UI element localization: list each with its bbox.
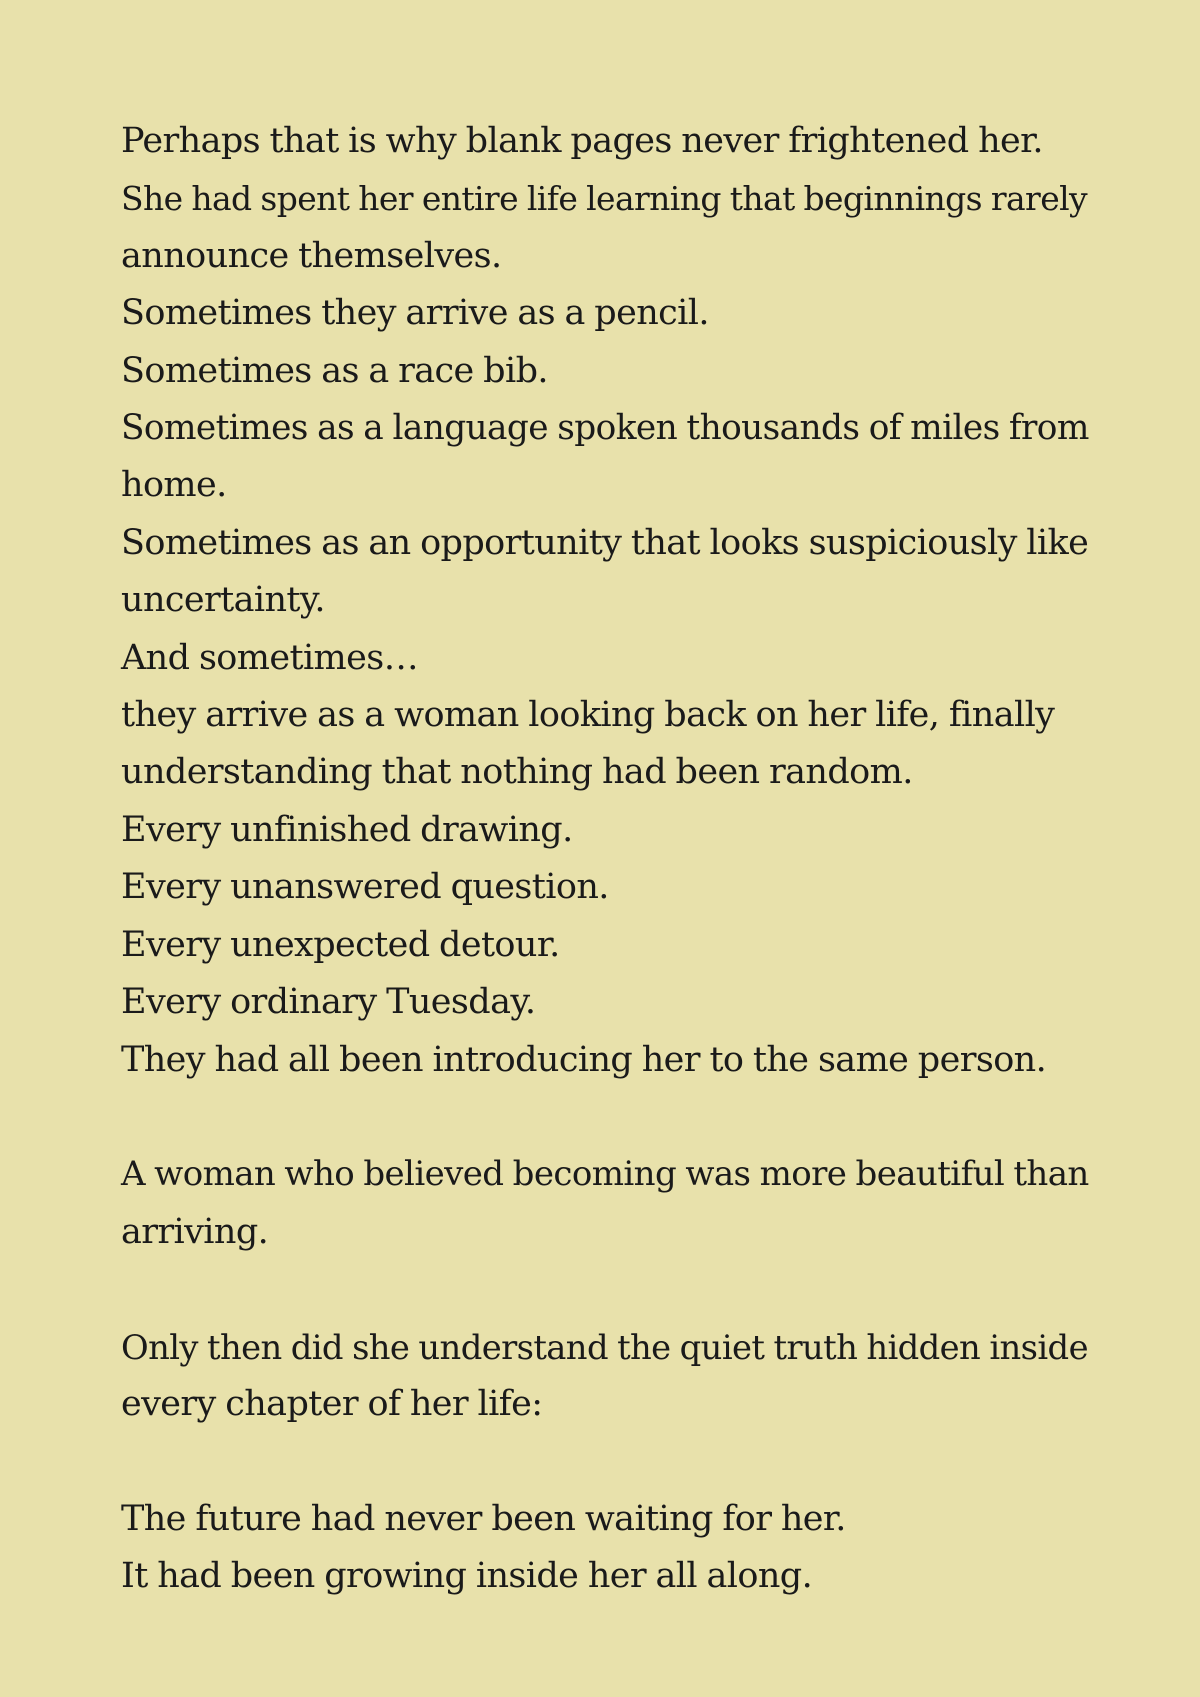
text-line: The future had never been waiting for her.	[121, 1498, 846, 1539]
text-line: they arrive as a woman looking back on her life, finally	[121, 695, 1055, 736]
paragraph-1	[121, 113, 1090, 1089]
paragraph-2	[121, 1146, 1090, 1261]
paragraph-spacer	[121, 1261, 1090, 1318]
paragraph-spacer	[121, 1433, 1090, 1490]
paragraph-spacer	[121, 1089, 1090, 1146]
text-line: Sometimes as an opportunity that looks suspiciously like	[121, 522, 1089, 563]
text-line: home.	[121, 465, 227, 506]
text-line: Every ordinary Tuesday.	[121, 982, 536, 1023]
text-line: Only then did she understand the quiet truth hidden inside	[121, 1327, 1088, 1367]
text-line: And sometimes…	[121, 637, 419, 678]
text-line: She had spent her entire life learning that beginnings rarely	[121, 179, 1088, 219]
text-line: It had been growing inside her all along.	[121, 1556, 813, 1597]
text-line: Sometimes as a language spoken thousands of miles from	[121, 408, 1089, 449]
text-line: Every unfinished drawing.	[121, 809, 573, 850]
text-line: They had all been introducing her to the same person.	[121, 1039, 1047, 1080]
text-line: Perhaps that is why blank pages never frightened her.	[121, 121, 1043, 161]
text-line: uncertainty.	[121, 580, 325, 621]
text-line: A woman who believed becoming was more beautiful than	[121, 1154, 1089, 1195]
text-line: understanding that nothing had been random.	[121, 752, 913, 793]
text-line: Every unanswered question.	[121, 867, 609, 908]
text-line: arriving.	[121, 1211, 269, 1252]
text-line: Sometimes they arrive as a pencil.	[121, 293, 709, 334]
text-line: announce themselves.	[121, 235, 502, 276]
paragraph-4	[121, 1491, 1090, 1606]
text-line: Sometimes as a race bib.	[121, 350, 548, 391]
text-line: every chapter of her life:	[121, 1383, 543, 1424]
text-line: Every unexpected detour.	[121, 924, 560, 965]
paragraph-3	[121, 1319, 1090, 1434]
